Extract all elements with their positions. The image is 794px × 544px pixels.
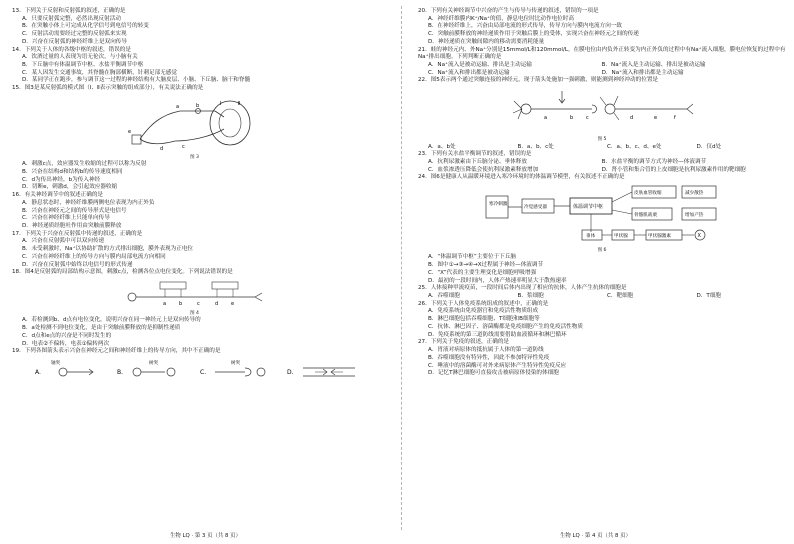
option-a: A．若检测到b、d点有电位变化，说明兴奋在同一神经元上是双向传导的 [22, 317, 201, 324]
option-a: A．静息状态时，神经纤维膜两侧电位表现为内正外负 [22, 199, 155, 206]
option-a: A．神经纤维膜内K⁺/Na⁺的值，静息电位时比动作电位时高 [428, 15, 574, 22]
option-b: B．吞噬细胞没有特异性，因此不参加特异性免疫 [428, 354, 550, 361]
question-stem: 24．图6是健康人从温暖环境进入寒冷环境时的体温调节模型，有关叙述不正确的是 [418, 174, 625, 181]
choice-a-label: A. [34, 368, 41, 376]
label-c: c [181, 143, 185, 150]
option-b: B．下丘脑中有体温调节中枢、水盐平衡调节中枢 [22, 62, 144, 69]
stimulus-box: 寒冷刺激 [489, 202, 508, 208]
question-20 [418, 8, 786, 47]
choice-d-label: D. [286, 368, 294, 376]
label-b: b [178, 301, 182, 308]
label-d: d [214, 301, 218, 308]
option-b: B．水盐平衡的调节方式为神经—体液调节 [601, 158, 707, 165]
option-a: A．a、b处 [428, 143, 456, 150]
option-b: B．未受刺激时，Na⁺以协助扩散的方式排出细胞，膜外表现为正电位 [22, 246, 194, 253]
option-b: B．图中①→③→④→X过程属于神经—体液调节 [428, 262, 544, 269]
question-stem: 13．下列关于反射和反射弧的叙述，正确的是 [12, 8, 126, 14]
label-e: e [127, 128, 131, 135]
question-stem: 19．下列各图箭头表示兴奋在神经元之间和神经纤维上的传导方向，其中不正确的是 [12, 348, 221, 355]
center-box: 体温调节中枢 [573, 204, 604, 211]
option-c: C．“X”代表的主要生理变化是细胞呼吸增强 [428, 269, 537, 276]
option-d: D．仅d处 [696, 143, 722, 150]
option-c: C．抗体、淋巴因子、溶菌酶都是免疫细胞产生的免疫活性物质 [428, 323, 583, 330]
option-d: D．T细胞 [696, 293, 722, 300]
option-b: B．兴奋在神经元之间的传导形式是电信号 [22, 207, 127, 214]
figure-caption: 图 6 [597, 248, 607, 254]
question-18 [12, 269, 377, 348]
option-b: B．淋巴细胞包括吞噬细胞、T细胞和B细胞等 [428, 316, 540, 323]
question-stem: 27．下列关于免疫的叙述，正确的是 [418, 339, 510, 346]
question-stem: 26．下列关于人体免疫系统组成的叙述中，正确的是 [418, 300, 549, 307]
question-stem: 16．有关神经调节中的叙述正确的是 [12, 192, 104, 199]
label-d: d [630, 115, 634, 122]
output-increase-heat: 增加产热 [685, 213, 704, 219]
option-a: A．免疫系统由免疫器官和免疫活性物质组成 [428, 308, 539, 315]
option-c: C．d为传出神经，b为传入神经 [22, 176, 101, 183]
option-d: D．神经递质在突触间隙内的移动需要消耗能量 [428, 38, 545, 45]
option-b: B．浆细胞 [517, 293, 544, 300]
left-column [12, 8, 377, 384]
label-ii: Ⅱ [237, 100, 240, 107]
figure-caption: 图 4 [190, 311, 199, 317]
thyroxine-box: 甲状腺激素 [648, 234, 671, 240]
label-b: b [570, 115, 574, 122]
thyroid-box: 甲状腺 [614, 234, 628, 240]
dendrite-label: 树突 [148, 360, 158, 366]
option-b: B．在神经纤维上，兴奋由局部电流的形式传导，传导方向与膜内电流方向一致 [428, 23, 623, 30]
choice-c-label: C. [199, 368, 206, 376]
label-e: e [230, 301, 234, 308]
option-b: B．a处检测不到电位变化，是由于突触前膜释放的是抑制性递质 [22, 325, 181, 332]
option-a: A．抗利尿激素由下丘脑分泌、垂体释放 [428, 158, 527, 165]
option-a: A．“体温调节中枢”主要位于下丘脑 [428, 254, 516, 261]
option-c: C．唾液中的溶菌酶可对外来病原体产生特异性免疫反应 [428, 362, 567, 369]
option-a: A．只要反射弧完整，必然出现反射活动 [22, 15, 121, 22]
question-15 [12, 85, 377, 192]
question-27 [418, 339, 786, 378]
question-stem: 25．人体接种甲流疫苗，一段时间后体内出现了相应的抗体，人体产生抗体的细胞是 [418, 285, 627, 292]
option-b: B．兴奋在结构d和结构b的传导速度相同 [22, 168, 123, 175]
x-node: X [697, 233, 701, 240]
option-c: C．突触前膜释放的神经递质作用于突触后膜上的受体，实现兴奋在神经元之间的传递 [428, 31, 639, 38]
label-a: a [544, 115, 548, 122]
option-c: C．Na⁺流入和排出都是被动运输 [428, 69, 510, 76]
thermoregulation-figure [418, 184, 786, 246]
question-14 [12, 47, 377, 86]
question-stem: 22．图5表示两个通过突触连接的神经元，现于箭头处施加一强刺激，则能测到神经冲动的位置是 [418, 77, 659, 84]
option-d: D．兴奋在反射弧的神经纤维上是双向传导 [22, 38, 127, 45]
synapse-neurons-diagram [502, 87, 702, 135]
question-19 [12, 348, 377, 382]
option-c: C．兴奋在神经纤维上的传导方向与膜内局部电流方向相同 [22, 253, 166, 260]
right-column [418, 8, 786, 378]
option-d: D．切断e，刺激d，会引起效应器收缩 [22, 184, 118, 191]
column-divider [401, 6, 402, 530]
question-stem: 17．下列关于兴奋在反射弧中传递的叙述，正确的是 [12, 230, 143, 237]
question-13 [12, 8, 377, 47]
option-c: C．d点和e点的兴奋是不同时发生的 [22, 332, 112, 339]
option-a: A．饮酒过量的人表现为语无伦次，与小脑有关 [22, 54, 138, 61]
neuron-segment-figure [12, 279, 377, 309]
option-d: D．肾小管和集合管的上皮细胞是抗利尿激素作用的靶细胞 [601, 166, 746, 173]
option-c: C．靶细胞 [607, 293, 634, 300]
option-d: D．神经递质经胞吐作用由突触前膜释放 [22, 222, 122, 229]
synapse-neurons-figure [418, 87, 786, 135]
label-a: a [162, 301, 166, 308]
choice-b-label: B. [116, 368, 123, 376]
option-b: B．在突触小体上可完成从化学信号到电信号的转变 [22, 23, 149, 30]
question-stem: 15．图3是某反射弧的模式图（Ⅰ、Ⅱ表示突触的组成部分），有关说法正确的是 [12, 85, 204, 92]
option-d: D．电表②不偏转，电表①偏转两次 [22, 340, 110, 347]
option-d: D．兴奋在反射弧中始终以电信号的形式传递 [22, 261, 133, 268]
figure-caption: 图 3 [190, 154, 199, 160]
output-vasoconstriction: 皮肤血管收缩 [634, 191, 662, 197]
conduction-choices-figure [12, 358, 377, 382]
option-c: C．a、b、c、d、e处 [607, 143, 662, 150]
reflex-arc-figure [12, 95, 377, 153]
option-a: A．Na⁺流入是被动运输、排出是主动运输 [428, 62, 532, 69]
option-c: C．反射活动需要经过完整的反射弧来实现 [22, 31, 127, 38]
question-stem: 21．蛙的神经元内、外Na⁺分别是15mmol/L和120mmol/L。在膜电位由内负外正转变为内正外负的过程中有Na⁺流入细胞，膜电位恢复的过程中有Na⁺排出细胞。下列判断正确的是 [418, 46, 786, 61]
label-c: c [586, 115, 589, 122]
option-b: B．a、b、c处 [517, 143, 554, 150]
question-stem: 23．下列有关水盐平衡调节的叙述，错误的是 [418, 151, 532, 158]
page-footer-left: 生物 LQ · 第 3 页（共 8 页） [170, 533, 241, 539]
label-c: c [196, 301, 200, 308]
question-22 [418, 77, 786, 151]
output-shivering: 骨骼肌战栗 [634, 213, 657, 219]
question-25 [418, 285, 786, 300]
label-b: b [195, 102, 199, 109]
reflex-arc-diagram [120, 95, 270, 153]
option-d: D．某同学正在跑步，参与调节这一过程的神经结构有大脑皮层、小脑、下丘脑、脑干和脊髓 [22, 77, 251, 84]
question-stem: 18．图4是反射弧的局部结构示意图，刺激c点，检测各位点电位变化。下列说法错误的是 [12, 269, 233, 276]
output-reduce-heat-loss: 减少散热 [685, 191, 704, 197]
option-a: A．刺激c点，效应器发生收缩的过程可以称为反射 [22, 161, 147, 168]
option-d: D．最初的一段时间内，人体产热速率明显大于散热速率 [428, 277, 567, 284]
pituitary-box: 垂体 [586, 234, 596, 240]
option-c: C．兴奋在神经纤维上只能单向传导 [22, 215, 110, 222]
conduction-choices-diagram [25, 358, 365, 382]
option-d: D．记忆T淋巴细胞可直接攻击被病原体侵染的体细胞 [428, 370, 559, 377]
label-i: Ⅰ [219, 100, 221, 107]
neuron-segment-diagram [120, 279, 270, 309]
dendrite-label-2: 树突 [230, 360, 240, 366]
axon-label: 轴突 [50, 360, 60, 366]
question-17 [12, 231, 377, 270]
question-24 [418, 174, 786, 285]
question-stem: 20．下列有关神经调节中兴奋的产生与传导与传递的叙述，错误的一项是 [418, 8, 599, 14]
question-26 [418, 301, 786, 340]
option-a: A．胃液对病原体的抵抗属于人体的第一道防线 [428, 347, 544, 354]
option-d: D．免疫系统的第三道防线需要借助血液循环和淋巴循环 [428, 331, 567, 338]
question-21 [418, 47, 786, 78]
figure-caption: 图 5 [597, 137, 607, 143]
option-c: C．某人因发生交通事故，其脊髓在胸部横断，针刺足部无感觉 [22, 69, 177, 76]
question-16 [12, 192, 377, 231]
option-a: A．兴奋在反射弧中可以双向传递 [22, 238, 105, 245]
option-c: C．血浆渗透压降低会使抗利尿激素释放增加 [428, 166, 539, 173]
option-b: B．Na⁺流入是主动运输、排出是被动运输 [601, 62, 706, 69]
question-stem: 14．下列关于人体的各级中枢的叙述，错误的是 [12, 46, 131, 53]
thermoregulation-diagram [482, 184, 722, 246]
option-a: A．吞噬细胞 [428, 293, 460, 300]
label-d: d [159, 145, 163, 152]
option-d: D．Na⁺流入和排出都是主动运输 [601, 69, 684, 76]
question-23 [418, 151, 786, 174]
label-e: e [654, 115, 658, 122]
receptor-box: 冷觉感受器 [524, 205, 547, 211]
label-f: f [674, 115, 676, 122]
page-footer-right: 生物 LQ · 第 4 页（共 8 页） [560, 533, 631, 539]
label-a: a [175, 103, 179, 110]
